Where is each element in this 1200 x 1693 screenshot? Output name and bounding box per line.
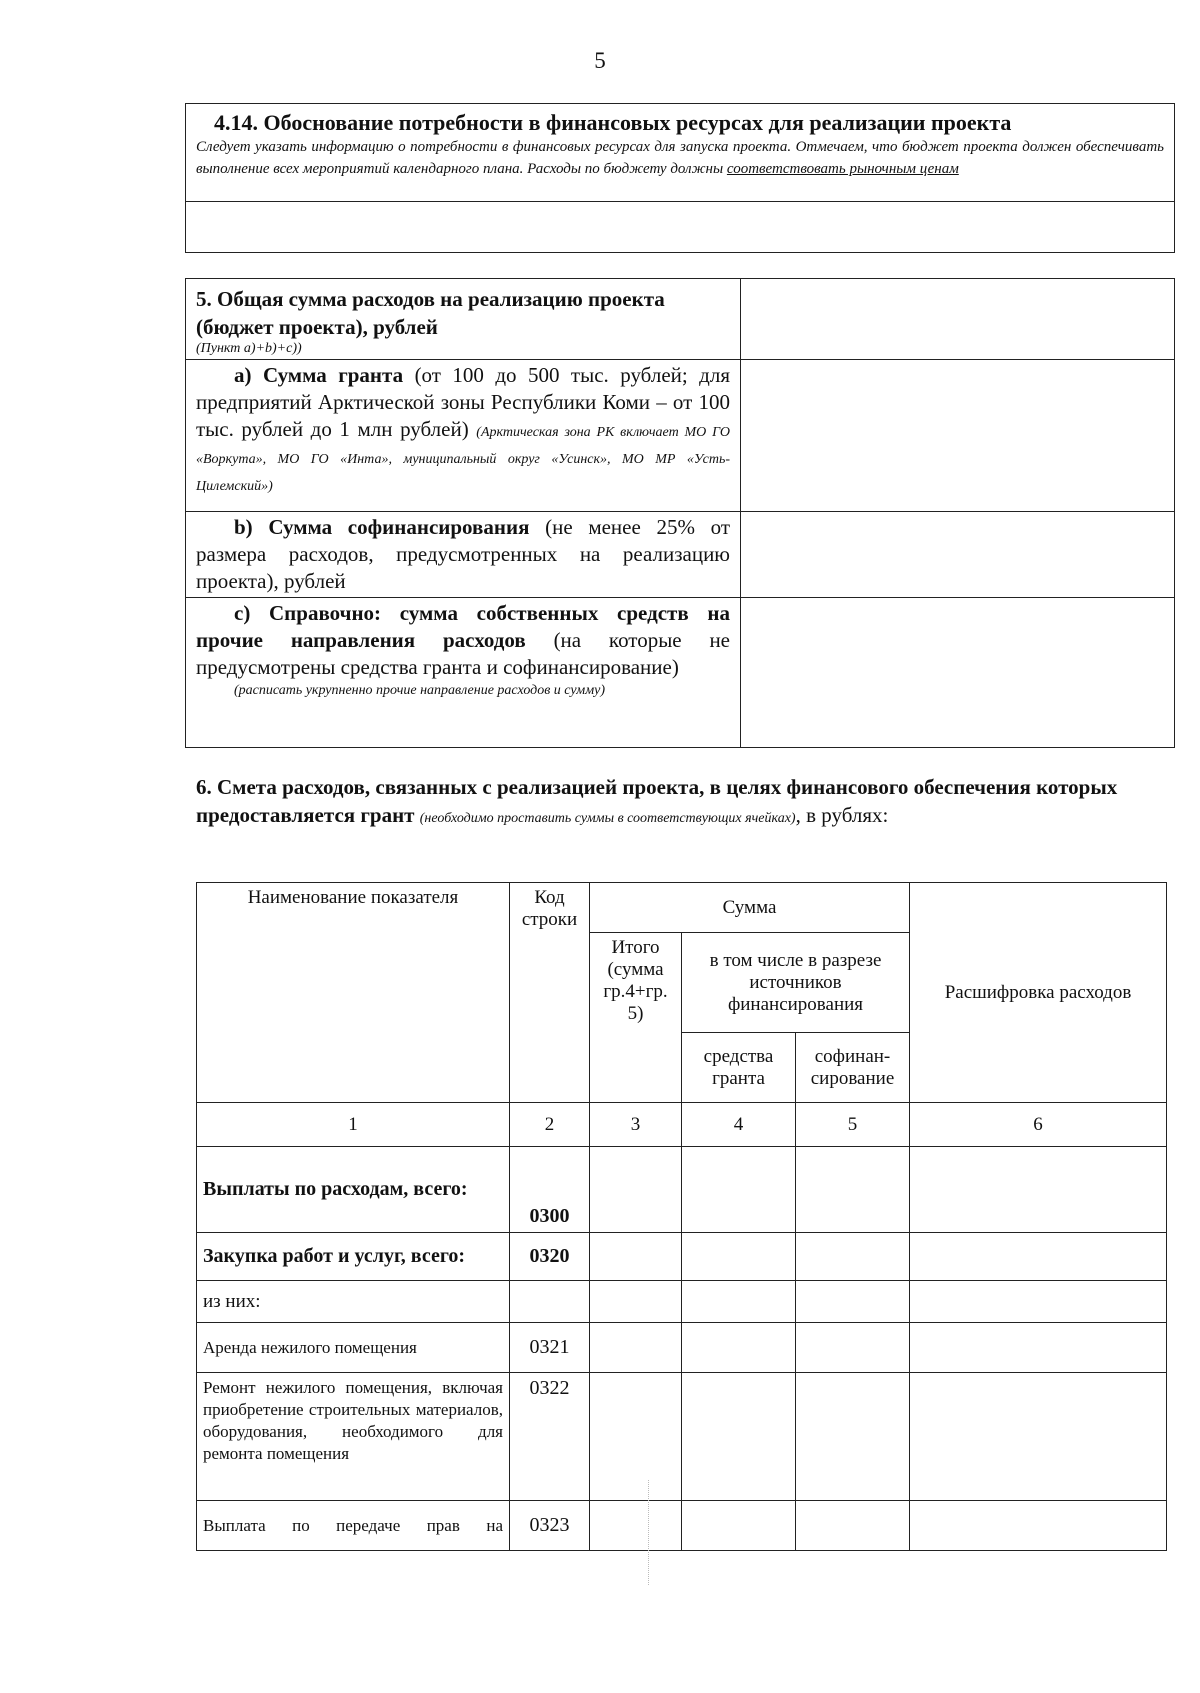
col-number-5: 5 — [796, 1103, 910, 1147]
row-total-cell[interactable] — [590, 1501, 682, 1551]
row-code: 0321 — [510, 1323, 590, 1373]
row-details-cell[interactable] — [910, 1501, 1167, 1551]
row-total-cell[interactable] — [590, 1147, 682, 1233]
row-details-cell[interactable] — [910, 1147, 1167, 1233]
header-code: Код строки — [510, 883, 590, 1103]
section-5-c-note: (расписать укрупненно прочие направление расходов и сумму) — [234, 683, 606, 698]
section-5-b-label — [186, 512, 741, 598]
header-total: Итого (сумма гр.4+гр. 5) — [590, 933, 682, 1103]
section-5-c-bold: с) Справочно: сумма собственных средств на прочие направления расходов — [196, 601, 730, 652]
table-row — [197, 1373, 1167, 1501]
section-4-14-value-field[interactable] — [186, 202, 1174, 252]
section-4-14-title: 4.14. Обоснование потребности в финансовых ресурсах для реализации проекта — [214, 110, 1012, 135]
row-name: из них: — [197, 1281, 510, 1323]
header-by-source: в том числе в разрезе источников финансирования — [682, 933, 910, 1033]
section-4-14-note-last: соответствовать рыночным ценам — [726, 161, 959, 177]
row-name: Ремонт нежилого помещения, включая приобретение строительных материалов, оборудования, необходимого для ремонта помещения — [197, 1373, 510, 1501]
section-5-b-bold: b) Сумма софинансирования — [234, 515, 530, 539]
section-5-b-text: (не менее 25% от размера расходов, предусмотренных на реализацию проекта), рублей — [196, 515, 731, 593]
section-5-total-label — [186, 279, 741, 360]
table-row — [197, 1323, 1167, 1373]
row-grant-cell[interactable] — [682, 1373, 796, 1501]
col-number-4: 4 — [682, 1103, 796, 1147]
row-code — [510, 1281, 590, 1323]
row-grant-cell[interactable] — [682, 1233, 796, 1281]
header-details: Расшифровка расходов — [910, 883, 1167, 1103]
row-cofin-cell[interactable] — [796, 1147, 910, 1233]
section-4-14-note — [186, 136, 1174, 202]
row-cofin-cell[interactable] — [796, 1323, 910, 1373]
section-5-a-text: (от 100 до 500 тыс. рублей; для предприятий Арктической зоны Республики Коми – от 100 тыс. рублей до 1 млн рублей) — [196, 363, 730, 441]
row-total-cell[interactable] — [590, 1373, 682, 1501]
section-5-a-bold: а) Сумма гранта — [234, 363, 404, 387]
section-6-title: 6. Смета расходов, связанных с реализацией проекта, в целях финансового обеспечения которых предоставляется грант — [196, 775, 1118, 827]
row-name: Выплаты по расходам, всего: — [197, 1147, 510, 1233]
page-number: 5 — [594, 48, 606, 73]
row-name: Закупка работ и услуг, всего: — [197, 1233, 510, 1281]
section-6-heading — [196, 773, 1156, 833]
row-name: Аренда нежилого помещения — [197, 1323, 510, 1373]
row-details-cell[interactable] — [910, 1233, 1167, 1281]
section-4-14-note-text: Следует указать информацию о потребности в финансовых ресурсах для запуска проекта. Отмечаем, что бюджет проекта должен обеспечивать выполнение всех мероприятий календарного плана. Расходы по бюджету должны — [196, 139, 1164, 177]
row-cofin-cell[interactable] — [796, 1501, 910, 1551]
section-4-14-box — [185, 103, 1175, 253]
col-number-3: 3 — [590, 1103, 682, 1147]
table-row — [197, 1501, 1167, 1551]
section-5-title-note: (Пункт a)+b)+c)) — [196, 341, 302, 356]
row-cofin-cell[interactable] — [796, 1373, 910, 1501]
section-5-a-label — [186, 360, 741, 512]
section-6-title-note: (необходимо проставить суммы в соответствующих ячейках) — [419, 811, 796, 826]
row-cofin-cell[interactable] — [796, 1233, 910, 1281]
col-number-2: 2 — [510, 1103, 590, 1147]
section-5-c-label — [186, 598, 741, 748]
row-cofin-cell[interactable] — [796, 1281, 910, 1323]
row-grant-cell[interactable] — [682, 1147, 796, 1233]
section-5-total-value[interactable] — [741, 279, 1175, 360]
row-code: 0323 — [510, 1501, 590, 1551]
row-grant-cell[interactable] — [682, 1501, 796, 1551]
row-code: 0300 — [510, 1147, 590, 1233]
row-grant-cell[interactable] — [682, 1281, 796, 1323]
section-5-c-value[interactable] — [741, 598, 1175, 748]
section-5-table — [185, 278, 1175, 748]
budget-table — [196, 882, 1167, 1551]
row-name: Выплата по передаче прав на — [197, 1501, 510, 1551]
table-row — [197, 1281, 1167, 1323]
col-number-6: 6 — [910, 1103, 1167, 1147]
row-grant-cell[interactable] — [682, 1323, 796, 1373]
section-5-b-value[interactable] — [741, 512, 1175, 598]
section-5-c-text: (на которые не предусмотрены средства гранта и софинансирование) — [196, 628, 731, 679]
col-number-1: 1 — [197, 1103, 510, 1147]
row-details-cell[interactable] — [910, 1373, 1167, 1501]
header-cofin: софинан-сирование — [796, 1033, 910, 1103]
table-row — [197, 1233, 1167, 1281]
row-code: 0322 — [510, 1373, 590, 1501]
section-5-a-note: (Арктическая зона РК включает МО ГО «Воркута», МО ГО «Инта», муниципальный округ «Усинск», МО МР «Усть-Цилемский») — [196, 425, 730, 494]
row-total-cell[interactable] — [590, 1233, 682, 1281]
row-code: 0320 — [510, 1233, 590, 1281]
row-details-cell[interactable] — [910, 1281, 1167, 1323]
section-5-a-value[interactable] — [741, 360, 1175, 512]
section-5-title: 5. Общая сумма расходов на реализацию проекта (бюджет проекта), рублей — [196, 287, 665, 339]
header-sum: Сумма — [590, 883, 910, 933]
row-total-cell[interactable] — [590, 1323, 682, 1373]
scan-artifact-dots — [648, 1480, 650, 1585]
row-total-cell[interactable] — [590, 1281, 682, 1323]
table-row — [197, 1147, 1167, 1233]
header-name: Наименование показателя — [197, 883, 510, 1103]
section-6-title-tail: , в рублях: — [795, 803, 889, 827]
header-grant: средства гранта — [682, 1033, 796, 1103]
row-details-cell[interactable] — [910, 1323, 1167, 1373]
